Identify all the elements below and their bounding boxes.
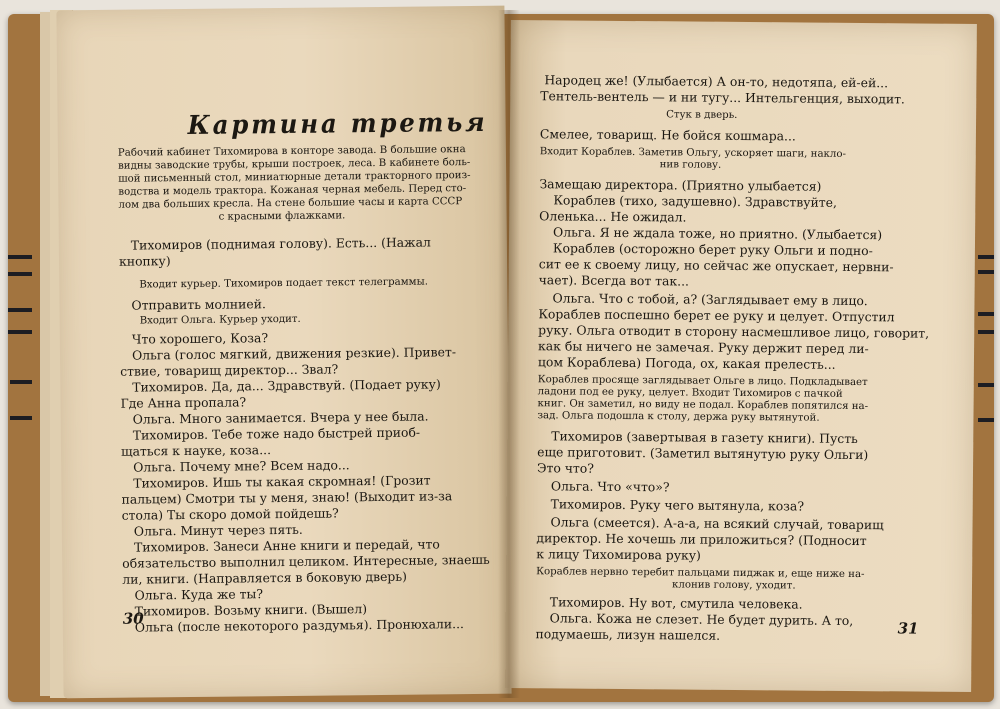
dialogue-line: Ольга. Куда же ты? — [134, 586, 264, 603]
dialogue-line: пальцем) Смотри ты у меня, знаю! (Выходит из-за — [121, 488, 453, 507]
dialogue-line: к лицу Тихомирова руку) — [536, 546, 701, 563]
stage-direction-line: Входит курьер. Тихомиров подает текст телеграммы. — [139, 276, 428, 291]
stage-direction-line: Рабочий кабинет Тихомирова в конторе завода. В большие окна — [117, 144, 466, 159]
dialogue-line: щаться к науке, коза... — [120, 442, 272, 459]
dialogue-line: как бы ничего не замечая. Руку держит перед ли- — [538, 338, 869, 357]
dialogue-line: чает). Всегда вот так... — [538, 272, 690, 289]
stage-direction-line: книг. Он заметил, но виду не подал. Кораблев попятился на- — [537, 398, 869, 413]
edge-marker — [8, 330, 32, 334]
stage-direction-line: ладони под ее руку, целует. Входит Тихомиров с пачкой — [537, 386, 843, 400]
page-number: 30 — [122, 609, 144, 628]
dialogue-line: Тихомиров. Тебе тоже надо быстрей приоб- — [132, 424, 421, 443]
stage-direction-line: Входит Кораблев. Заметив Ольгу, ускоряет шаги, накло- — [539, 146, 847, 160]
page-title: Картина третья — [187, 107, 488, 141]
edge-marker — [8, 272, 32, 276]
dialogue-line: Тихомиров. Ишь ты какая скромная! (Грозит — [133, 472, 431, 491]
dialogue-line: директор. Не хочешь ли приложиться? (Подносит — [536, 530, 867, 549]
edge-marker — [978, 312, 994, 316]
dialogue-line: Где Анна пропала? — [120, 394, 247, 411]
dialogue-line: Тихомиров. Ну вот, смутила человека. — [549, 594, 803, 612]
dialogue-line: кнопку) — [118, 253, 171, 269]
edge-marker — [8, 308, 32, 312]
edge-marker — [978, 330, 994, 334]
dialogue-line: Тихомиров. Занеси Анне книги и передай, что — [133, 536, 440, 555]
dialogue-line: Ольга. Почему мне? Всем надо... — [133, 457, 350, 475]
dialogue-line: Тихомиров. Руку чего вытянула, коза? — [550, 496, 805, 514]
page-number: 31 — [897, 619, 919, 638]
edge-marker — [978, 418, 994, 422]
dialogue-line: Ольга (голос мягкий, движения резкие). Привет- — [131, 344, 457, 363]
edge-marker — [10, 380, 32, 384]
dialogue-line: Ольга (после некоторого раздумья). Пронюхали... — [134, 616, 465, 635]
dialogue-line: Тихомиров. Возьму книги. (Вышел) — [134, 601, 368, 619]
stage-direction-line: водства и модель трактора. Кожаная черная мебель. Перед сто- — [118, 183, 467, 198]
dialogue-line: Отправить молнией. — [131, 296, 266, 313]
edge-marker — [978, 270, 994, 274]
stage-direction-line: зад. Ольга подошла к столу, держа руку вытянутой. — [537, 410, 820, 424]
dialogue-line: Ольга. Что «что»? — [550, 478, 670, 495]
dialogue-line: Тихомиров. Да, да... Здравствуй. (Подает руку) — [132, 376, 441, 395]
dialogue-line: Это что? — [536, 460, 594, 476]
edge-marker — [978, 383, 994, 387]
dialogue-line: Замещаю директора. (Приятно улыбается) — [539, 176, 822, 194]
stage-direction-line: лом два больших кресла. На стене большие часы и карта СССР — [118, 196, 463, 211]
dialogue-line: Ольга. Я не ждала тоже, но приятно. (Улыбается) — [553, 224, 883, 243]
right-page — [505, 20, 977, 692]
dialogue-line: ли, книги. (Направляется в боковую дверь) — [122, 568, 407, 587]
stage-direction-line: Входит Ольга. Курьер уходит. — [139, 313, 301, 327]
stage-direction-line: клонив голову, уходит. — [671, 579, 796, 592]
dialogue-line: руку. Ольга отводит в сторону насмешливое лицо, говорит, — [538, 322, 930, 341]
dialogue-line: обязательство выполнил целиком. Интересные, знаешь — [122, 551, 490, 571]
dialogue-line: Ольга. Много занимается. Вчера у нее была. — [132, 408, 429, 427]
dialogue-line: Тентель-вентель — и ни тугу... Интельгенция, выходит. — [540, 88, 905, 107]
dialogue-line: Ольга (смеется). А-а-а, на всякий случай, товарищ — [550, 514, 884, 533]
dialogue-line: Ольга. Что с тобой, а? (Заглядывает ему в лицо. — [552, 290, 868, 309]
dialogue-line: сит ее к своему лицу, но сейчас же опускает, нервни- — [538, 256, 894, 275]
dialogue-line: Смелее, товарищ. Не бойся кошмара... — [539, 126, 796, 144]
edge-marker — [978, 255, 994, 259]
dialogue-line: стола) Ты скоро домой пойдешь? — [121, 505, 339, 523]
stage-direction-line: шой письменный стол, миниатюрные детали тракторного произ- — [118, 170, 471, 185]
stage-direction-line: с красными флажками. — [218, 210, 346, 223]
dialogue-line: Кораблев (тихо, задушевно). Здравствуйте, — [553, 192, 838, 210]
stage-direction-line: нив голову. — [659, 159, 722, 171]
dialogue-line: ствие, товарищ директор... Звал? — [120, 361, 339, 379]
stage-direction-line: Кораблев нервно теребит пальцами пиджак и, еще ниже на- — [536, 566, 865, 581]
dialogue-line: Тихомиров (поднимая голову). Есть... (Нажал — [130, 234, 431, 253]
dialogue-line: Кораблев поспешно берет ее руку и целует. Отпустил — [538, 306, 895, 325]
dialogue-line: Кораблев (осторожно берет руку Ольги и подно- — [552, 240, 873, 259]
stage-direction-line: Кораблев просяще заглядывает Ольге в лицо. Подкладывает — [537, 374, 868, 389]
dialogue-line: Что хорошего, Коза? — [131, 330, 269, 347]
dialogue-line: Оленька... Не ожидал. — [539, 208, 687, 225]
edge-marker — [8, 255, 32, 259]
stage-direction-line: видны заводские трубы, крыши построек, леса. В кабинете боль- — [117, 157, 471, 172]
left-page — [56, 6, 511, 699]
dialogue-line: еще приготовит. (Заметил вытянутую руку Ольги) — [537, 444, 869, 463]
edge-marker — [10, 416, 32, 420]
dialogue-line: подумаешь, лизун нашелся. — [535, 626, 721, 643]
book-spine — [498, 10, 520, 698]
dialogue-line: Тихомиров (завертывая в газету книги). Пусть — [551, 428, 858, 447]
stage-direction-line: Стук в дверь. — [666, 109, 738, 121]
dialogue-line: Ольга. Кожа не слезет. Не будет дурить. А то, — [549, 610, 854, 628]
dialogue-line: цом Кораблева) Погода, ох, какая прелесть... — [537, 354, 836, 372]
dialogue-line: Ольга. Минут через пять. — [133, 521, 303, 539]
dialogue-line: Народец же! (Улыбается) А он-то, недотяпа, ей-ей... — [544, 72, 889, 91]
